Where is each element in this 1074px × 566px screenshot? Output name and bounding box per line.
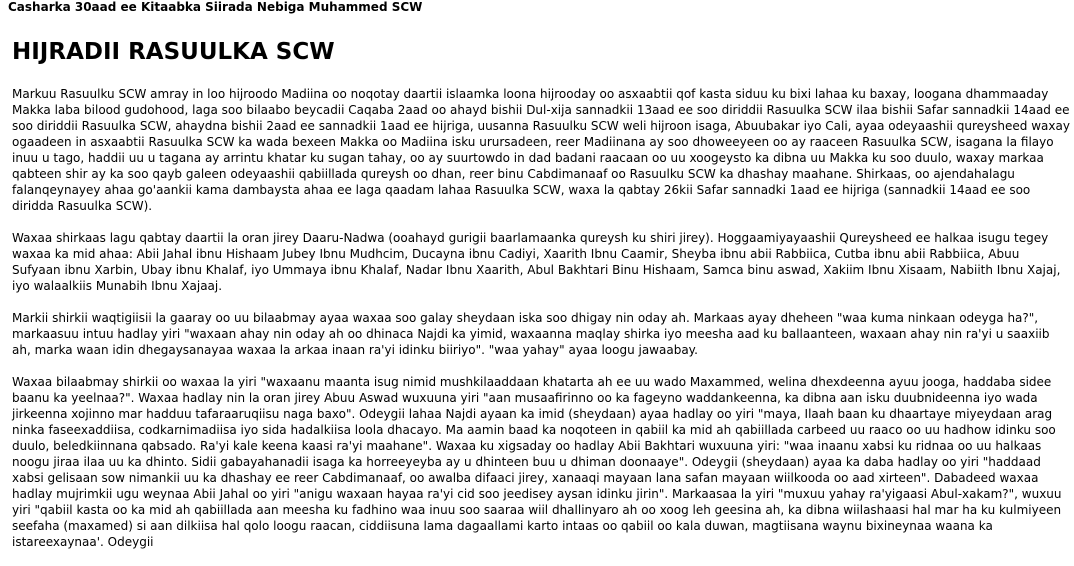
paragraph-1: Markuu Rasuulku SCW amray in loo hijroodo Madiina oo noqotay daartii islaamka loona hijrooday oo asxaabtii qof kasta siduu ku bixi lahaa ku baxay, loogana dhammaaday Makka laba bilood gudohood, laga soo bilaabo beycadii Caqaba 2aad oo ahayd bishii Dul-xija sannadkii 13aad ee soo diriddii Rasuulka SCW ilaa bishii Safar sannadkii 14aad ee soo diriddii Rasuulka SCW, ahaydna bishii 2aad ee sannadkii 1aad ee hijriga, uusanna Rasuulku SCW weli hijroon isaga, Abuubakar iyo Cali, ayaa odeyaashii qureysheed waxay ogaadeen in asxaabtii Rasuulka SCW ka wada bexeen Makka oo Madiina isku urursadeen, reer Madiinana ay soo dhoweeyeen oo ay raaceen Rasuulka SCW, isagana la filayo inuu u tago, haddii uu u tagana ay arrintu khatar ku sugan tahay, oo ay suurtowdo in dad badani raacaan oo uu xoogeysto ka dibna uu Makka ku soo duulo, waxay markaa qabteen shir ay ka soo qayb galeen odeyaashii qabiillada qureysh oo dhan, reer binu Cabdimanaaf oo Rasuulku SCW ka dhashay maahane. Shirkaas, oo ajendahalagu falanqeynayey ahaa go'aankii kama dambaysta ahaa ee laga qaadam lahaa Rasuulka SCW, waxa la qabtay 26kii Safar sannadki 1aad ee hijriga (sannadkii 14aad ee soo diridda Rasuulka SCW). — [12, 87, 1070, 213]
paragraph-3: Markii shirkii waqtigiisii la gaaray oo uu bilaabmay ayaa waxaa soo galay sheydaan iska soo dhigay nin oday ah. Markaas ayay dheheen "waa kuma ninkaan odeyga ha?", markaasuu intuu hadlay yiri "waxaan ahay nin oday ah oo dhinaca Najdi ka yimid, waxaanna maqlay shirka iyo meesha aad ku ballaanteen, waxaan ahay nin ra'yi u saaxiib ah, marka waan idin dhegaysanayaa waxaa la arkaa inaan ra'yi idinku biiriyo". "waa yahay" ayaa loogu jawaabay. — [12, 311, 1050, 357]
paragraph-4: Waxaa bilaabmay shirkii oo waxaa la yiri "waxaanu maanta isug nimid mushkilaaddaan khatarta ah ee uu wado Maxammed, welina dhexdeenna ayuu jooga, haddaba sidee baanu ka yeelnaa?". Waxaa hadlay nin la oran jirey Abuu Aswad wuxuuna yiri "aan musaafirinno oo ka fageyno waddankeenna, ka dibna aan isku duubnideenna iyo wada jirkeenna xojinno mar hadduu tafaraaruqiisu naga baxo". Odeygii lahaa Najdi ayaan ka imid (sheydaan) ayaa hadlay oo yiri "maya, Ilaah baan ku dhaartaye miyeydaan arag ninka faseexaddiisa, codkarnimadiisa iyo sida hadalkiisa loola dhacayo. Ma aamin baad ka noqoteen in qabiil ka mid ah qabiillada carbeed uu raaco oo uu hadhow idinku soo duulo, beledkiinnana qabsado. Ra'yi kale keena kaasi ra'yi maahane". Waxaa ku xigsaday oo hadlay Abii Bakhtari wuxuuna yiri: "waa inaanu xabsi ku ridnaa oo uu halkaas noogu jiraa ilaa uu ka dhinto. Sidii gabayahanadii isaga ka horreeyeyba ay u dhinteen buu u dhiman doonaaye". Odeygii (sheydaan) ayaa ka daba hadlay oo yiri "haddaad xabsi gelisaan sow nimankii uu ka dhashay ee reer Cabdimanaaf, oo awalba difaaci jirey, xanaaqi mayaan lana safan mayaan wiilkooda oo aad xirteen". Dabadeed waxaa hadlay mujrimkii ugu weynaa Abii Jahal oo yiri "anigu waxaan hayaa ra'yi cid soo jeedisey aysan idinku jirin". Markaasaa la yiri "muxuu yahay ra'yigaasi Abul-xakam?", wuxuu yiri "qabiil kasta oo ka mid ah qabiillada aan meesha ku fadhino waa inuu soo saaraa wiil dhallinyaro ah oo xoog leh geesina ah, ka dibna wiilashaasi hal mar ha ku kulmiyeen seefaha (maxamed) si aan dilkiisa hal qolo loogu raacan, ciddiisuna lama dagaallami karto intaas oo qabiil oo kala duwan, magtiisana waynu bixineynaa waana ka istareexaynaa'. Odeygii — [12, 375, 1062, 549]
paragraph-2: Waxaa shirkaas lagu qabtay daartii la oran jirey Daaru-Nadwa (ooahayd gurigii baarlamaanka qureysh ku shiri jirey). Hoggaamiyayaashii Qureysheed ee halkaa isugu tegey waxaa ka mid ahaa: Abii Jahal ibnu Hishaam Jubey Ibnu Mudhcim, Ducayna ibnu Cadiyi, Xaarith Ibnu Caamir, Sheyba ibnu abii Rabbiica, Cutba ibnu abii Rabbiica, Abuu Sufyaan ibnu Xarbin, Ubay ibnu Khalaf, iyo Ummaya ibnu Khalaf, Nadar Ibnu Xaarith, Abul Bakhtari Binu Hishaam, Samca binu aswad, Xakiim Ibnu Xisaam, Nabiith Ibnu Xajaj, iyo walaalkiis Munabih Ibnu Xajaaj. — [12, 231, 1061, 293]
article-body — [12, 86, 1070, 566]
page-title: HIJRADII RASUULKA SCW — [12, 39, 335, 65]
document-top-title: Casharka 30aad ee Kitaabka Siirada Nebiga Muhammed SCW — [8, 0, 423, 14]
